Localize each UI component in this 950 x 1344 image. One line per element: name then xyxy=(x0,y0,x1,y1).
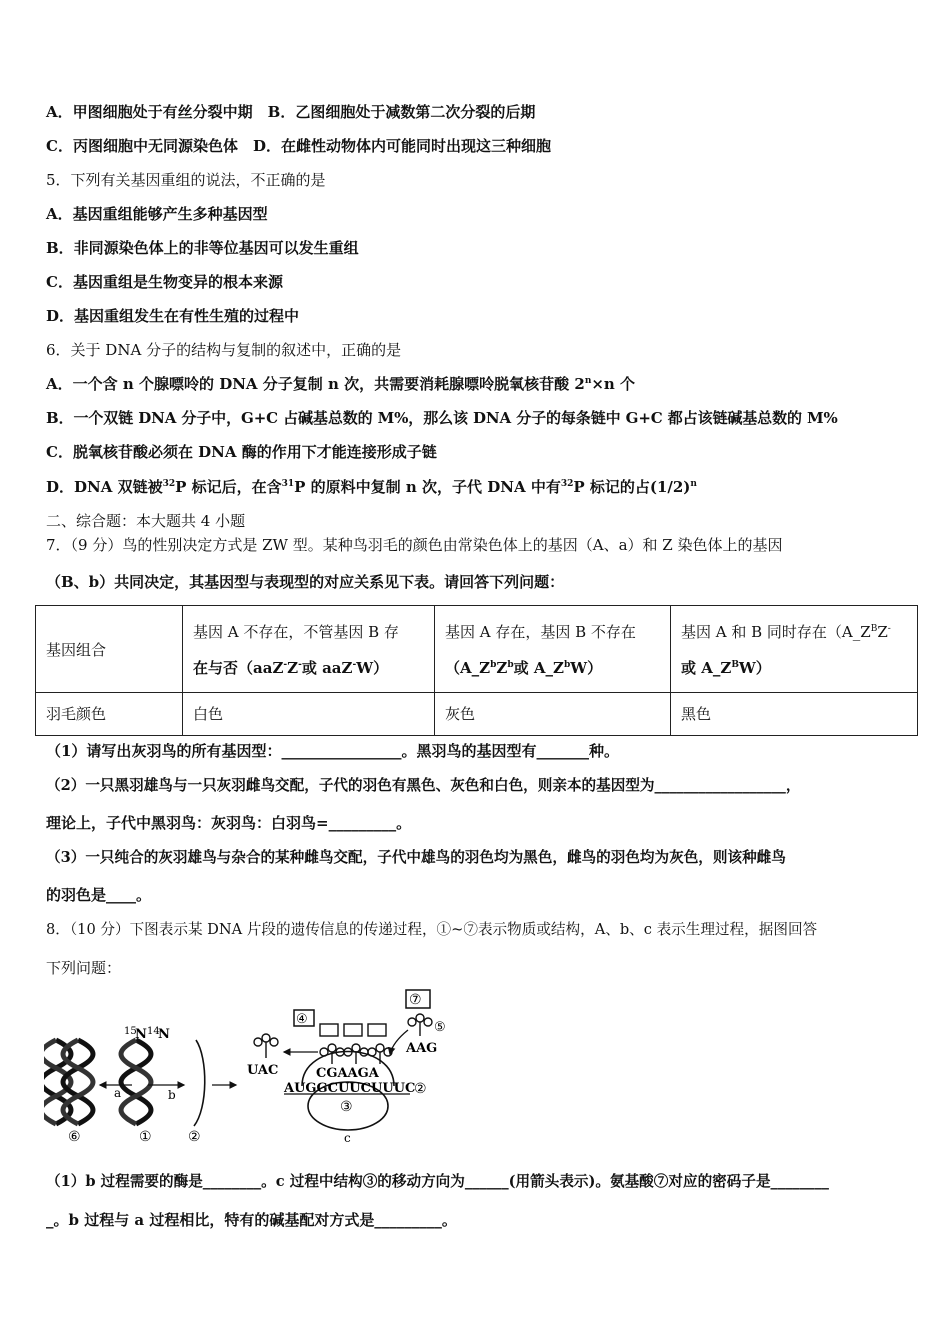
label-process-c: c xyxy=(344,1131,351,1145)
q5-stem: 5．下列有关基因重组的说法，不正确的是 xyxy=(46,171,326,189)
amino-acid-box xyxy=(320,1024,338,1036)
q4-options-ab: A．甲图细胞处于有丝分裂中期 B．乙图细胞处于减数第二次分裂的后期 xyxy=(46,103,536,121)
q5-option-d: D．基因重组发生在有性生殖的过程中 xyxy=(46,307,300,325)
q7-part-3a: （3）一只纯合的灰羽雄鸟与杂合的某种雌鸟交配，子代中雄鸟的羽色均为黑色，雌鸟的羽色均为灰色，则该种雌鸟 xyxy=(46,849,786,866)
trna-incoming xyxy=(408,1014,432,1036)
cell-white: 白色 xyxy=(183,693,435,736)
q8-stem-2: 下列问题： xyxy=(46,959,122,977)
row-head-genotype: 基因组合 xyxy=(36,606,183,693)
q5-option-b: B．非同源染色体上的非等位基因可以发生重组 xyxy=(46,239,359,257)
mrna-strand-2 xyxy=(194,1040,205,1126)
q8-part-1a: （1）b 过程需要的酶是________。c 过程中结构③的移动方向为______(用箭头表示)。氨基酸⑦对应的密码子是________ xyxy=(46,1173,829,1190)
label-6: ⑥ xyxy=(68,1129,81,1145)
mrna-sequence: AUGGCUUCUUUC xyxy=(284,1081,416,1096)
cell-gray: 灰色 xyxy=(435,693,671,736)
q7-part-3b: 的羽色是____。 xyxy=(46,886,152,904)
label-14n-sup: 14 xyxy=(147,1026,160,1037)
q6-option-b: B．一个双链 DNA 分子中，G+C 占碱基总数的 M%，那么该 DNA 分子的每条链中 G+C 都占该链碱基总数的 M% xyxy=(46,409,838,427)
label-7: ⑦ xyxy=(409,992,422,1008)
anticodon-cgaaga: CGAAGA xyxy=(316,1066,379,1081)
genotype-table xyxy=(35,605,918,736)
label-4: ④ xyxy=(296,1012,308,1027)
label-2-right: ② xyxy=(414,1081,427,1097)
q6-option-a: A．一个含 n 个腺嘌呤的 DNA 分子复制 n 次，共需要消耗腺嘌呤脱氧核苷酸 $2^n\times n$ 个 xyxy=(46,375,636,393)
q7-part-2b: 理论上，子代中黑羽鸟：灰羽鸟：白羽鸟=_________。 xyxy=(46,814,412,832)
cell-black: 黑色 xyxy=(671,693,918,736)
label-process-a: a xyxy=(114,1086,122,1100)
cell-gray-genotype: 基因 A 存在，基因 B 不存在 （$A\_Z^bZ^b$或 $A\_Z^bW$） xyxy=(435,606,671,693)
label-process-b: b xyxy=(168,1088,176,1102)
table-row xyxy=(36,606,918,693)
label-14n: N xyxy=(158,1027,170,1042)
anticodon-aag: AAG xyxy=(406,1041,438,1056)
q7-stem-2: （B、b）共同决定，其基因型与表现型的对应关系见下表。请回答下列问题： xyxy=(46,573,565,591)
table-row xyxy=(36,693,918,736)
amino-acid-box xyxy=(368,1024,386,1036)
cell-black-genotype: 基因 A 和 B 同时存在（$A\_Z^BZ^-$ 或 $A\_Z^BW$） xyxy=(671,606,918,693)
label-5: ⑤ xyxy=(434,1020,446,1035)
q6-option-d: D．DNA 双链被$^{32}$P 标记后，在含$^{31}$P 的原料中复制 n 次，子代 DNA 中有$^{32}$P 标记的占$(1/2)^n$ xyxy=(46,478,697,496)
label-15n: N xyxy=(135,1027,147,1042)
dna-helix-1 xyxy=(121,1040,151,1124)
dna-transfer-diagram xyxy=(44,988,464,1146)
q6-option-c: C．脱氧核苷酸必须在 DNA 酶的作用下才能连接形成子链 xyxy=(46,443,437,461)
q7-stem-1: 7．（9 分）鸟的性别决定方式是 ZW 型。某种鸟羽毛的颜色由常染色体上的基因（A、a）和 Z 染色体上的基因 xyxy=(46,536,783,554)
q8-stem-1: 8．（10 分）下图表示某 DNA 片段的遗传信息的传递过程，①~⑦表示物质或结构，A、b、c 表示生理过程，据图回答 xyxy=(46,921,818,938)
label-15n-sup: 15 xyxy=(124,1026,137,1037)
q6-stem: 6．关于 DNA 分子的结构与复制的叙述中，正确的是 xyxy=(46,341,402,359)
anticodon-uac: UAC xyxy=(247,1063,279,1078)
trna-outgoing xyxy=(254,1034,278,1058)
q5-option-a: A．基因重组能够产生多种基因型 xyxy=(46,205,268,223)
row-head-color: 羽毛颜色 xyxy=(36,693,183,736)
q5-option-c: C．基因重组是生物变异的根本来源 xyxy=(46,273,283,291)
q7-part-1: （1）请写出灰羽鸟的所有基因型：________________。黑羽鸟的基因型有_______种。 xyxy=(46,742,619,760)
dna-helix-6 xyxy=(44,1040,93,1124)
label-2-left: ② xyxy=(188,1129,201,1145)
label-1: ① xyxy=(139,1129,152,1145)
q4-options-cd: C．丙图细胞中无同源染色体 D．在雌性动物体内可能同时出现这三种细胞 xyxy=(46,137,551,155)
q8-part-1b: _。b 过程与 a 过程相比，特有的碱基配对方式是_________。 xyxy=(46,1211,457,1229)
amino-acid-box xyxy=(344,1024,362,1036)
q7-part-2a: （2）一只黑羽雄鸟与一只灰羽雌鸟交配，子代的羽色有黑色、灰色和白色，则亲本的基因型为__________________， xyxy=(46,777,801,794)
label-3: ③ xyxy=(340,1099,353,1115)
cell-white-genotype: 基因 A 不存在，不管基因 B 存 在与否（aaZ-Z-或 aaZ-W） xyxy=(183,606,435,693)
section-heading: 二、综合题：本大题共 4 小题 xyxy=(46,512,246,530)
